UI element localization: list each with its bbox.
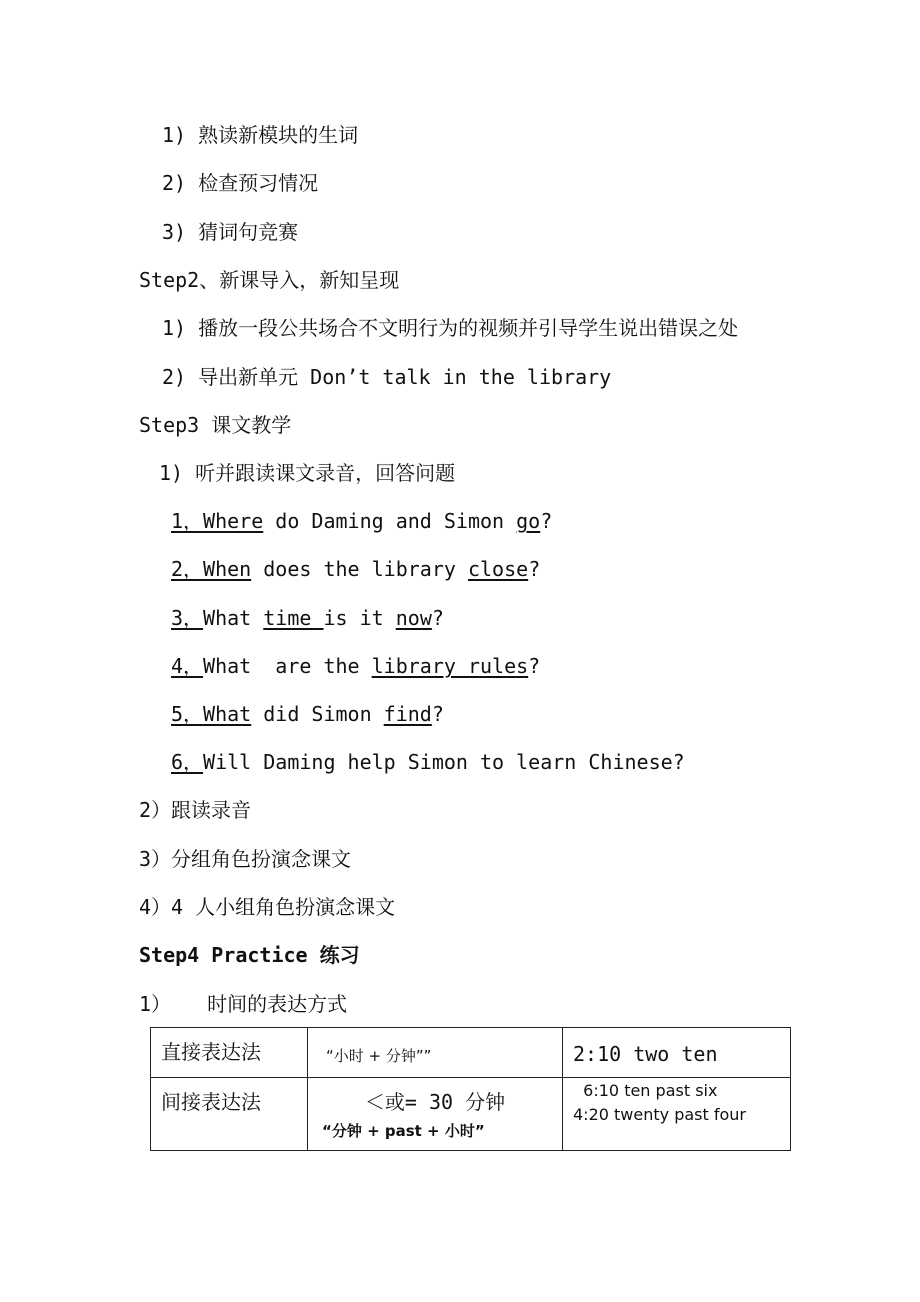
prep-item-1: 1) 熟读新模块的生词 <box>162 123 359 147</box>
table-row <box>151 1028 791 1078</box>
step3-heading: Step3 课文教学 <box>139 413 292 437</box>
prep-item-3: 3) 猜词句竞赛 <box>162 220 299 244</box>
question-5: 5，What did Simon find? <box>171 702 444 726</box>
question-6: 6，Will Daming help Simon to learn Chinese? <box>171 750 685 774</box>
step3-item-2: 2）跟读录音 <box>139 798 252 822</box>
table-cell: 6:10 ten past six 4:20 twenty past four <box>563 1078 791 1151</box>
step3-item-3: 3）分组角色扮演念课文 <box>139 847 352 871</box>
time-expression-table <box>150 1027 791 1151</box>
step3-item-4: 4）4 人小组角色扮演念课文 <box>139 895 396 919</box>
table-cell: ＜或= 30 分钟 “分钟 + past + 小时” <box>308 1078 563 1151</box>
step2-item-1: 1) 播放一段公共场合不文明行为的视频并引导学生说出错误之处 <box>162 316 739 340</box>
step2-heading: Step2、新课导入，新知呈现 <box>139 268 400 292</box>
table-cell: 2:10 two ten <box>563 1028 791 1078</box>
step4-item-1: 1） 时间的表达方式 <box>139 992 348 1016</box>
question-4: 4，What are the library rules? <box>171 654 541 678</box>
table-cell: 间接表达法 <box>151 1078 308 1151</box>
table-cell: “小时 + 分钟”” <box>308 1028 563 1078</box>
step3-item-1: 1) 听并跟读课文录音，回答问题 <box>159 461 456 485</box>
table-cell: 直接表达法 <box>151 1028 308 1078</box>
step2-item-2: 2) 导出新单元 Don’t talk in the library <box>162 365 612 389</box>
step4-heading: Step4 Practice 练习 <box>139 943 360 967</box>
question-2: 2，When does the library close? <box>171 557 541 581</box>
question-3: 3，What time is it now? <box>171 606 444 630</box>
question-1: 1，Where do Daming and Simon go? <box>171 509 553 533</box>
table-row <box>151 1078 791 1151</box>
prep-item-2: 2) 检查预习情况 <box>162 171 319 195</box>
